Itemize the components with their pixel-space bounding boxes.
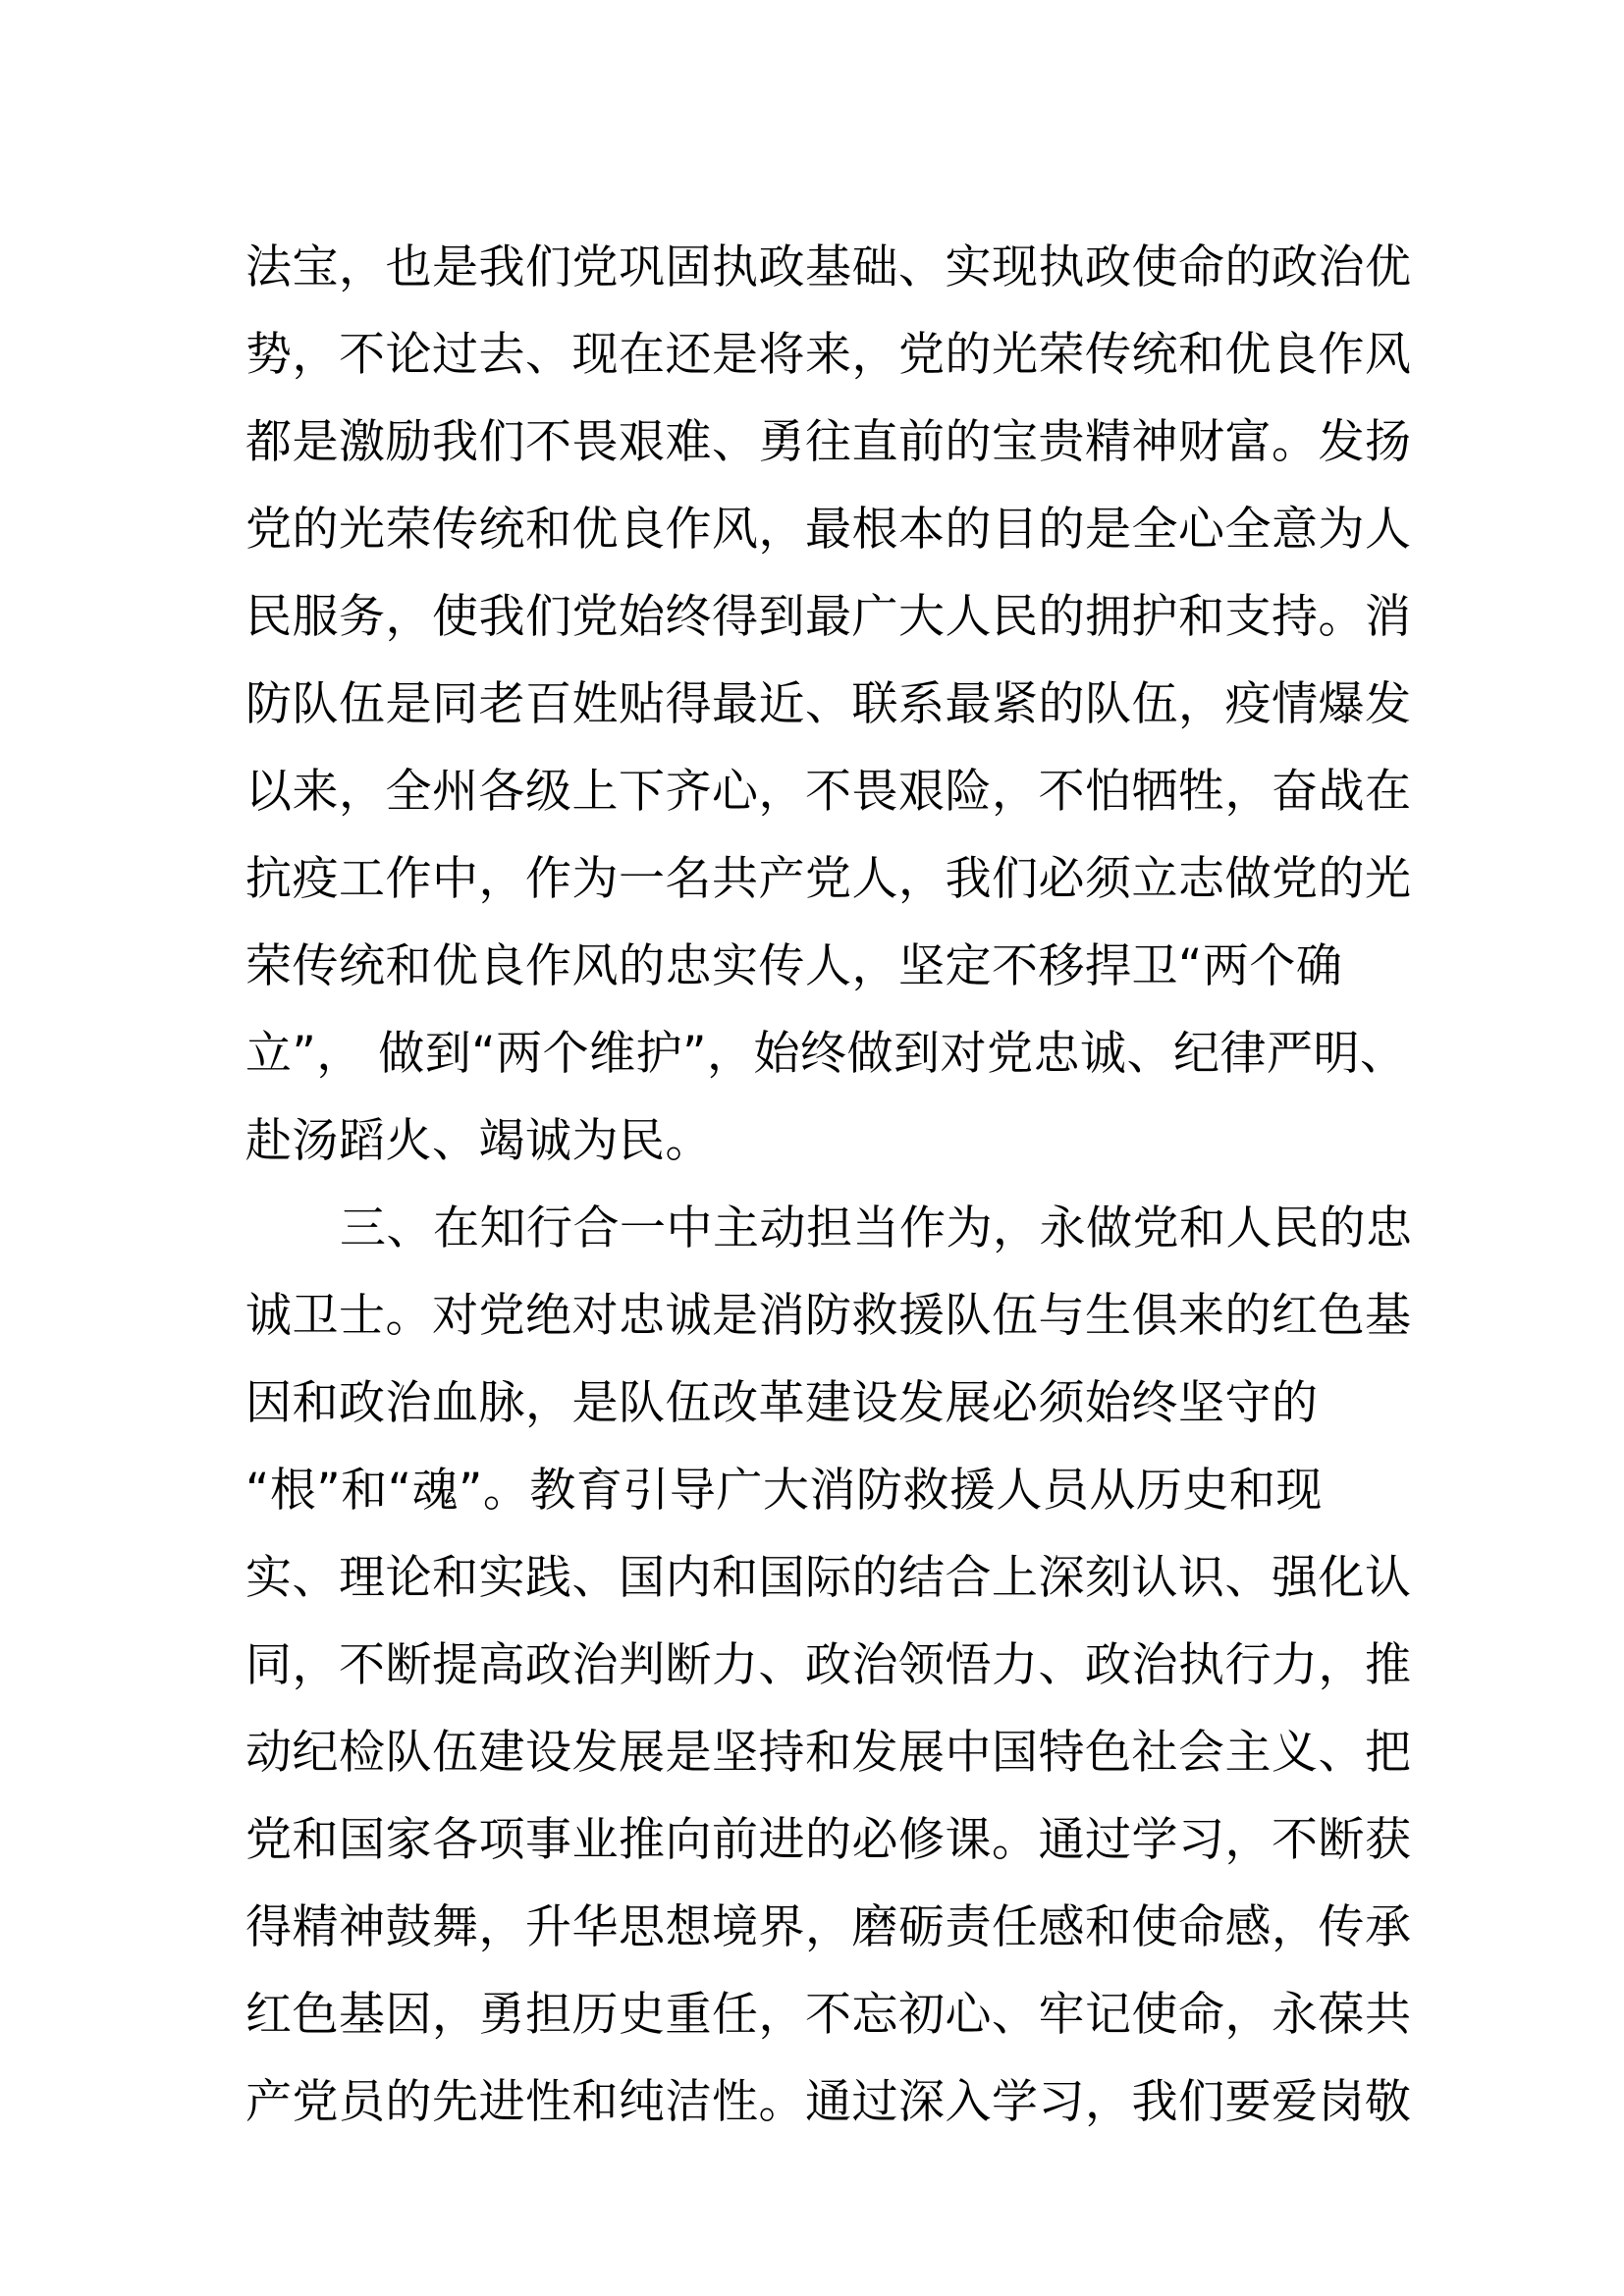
text-line: 实、理论和实践、国内和国际的结合上深刻认识、强化认 xyxy=(245,1551,1412,1605)
text-line: 都是激励我们不畏艰难、勇往直前的宝贵精神财富。发扬 xyxy=(245,415,1412,469)
text-line: 党和国家各项事业推向前进的必修课。通过学习，不断获 xyxy=(245,1813,1412,1867)
text-line: 势，不论过去、现在还是将来，党的光荣传统和优良作风 xyxy=(245,328,1412,382)
text-line: 动纪检队伍建设发展是坚持和发展中国特色社会主义、把 xyxy=(245,1726,1412,1780)
text-line: 因和政治血脉，是队伍改革建设发展必须始终坚守的 xyxy=(245,1376,1319,1430)
text-line: 防队伍是同老百姓贴得最近、联系最紧的队伍，疫情爆发 xyxy=(245,677,1412,731)
text-line: 诚卫士。对党绝对忠诚是消防救援队伍与生俱来的红色基 xyxy=(245,1289,1412,1343)
text-line: 红色基因，勇担历史重任，不忘初心、牢记使命，永葆共 xyxy=(245,1988,1412,2042)
text-line: 同，不断提高政治判断力、政治领悟力、政治执行力，推 xyxy=(245,1638,1412,1692)
text-line: 产党员的先进性和纯洁性。通过深入学习，我们要爱岗敬 xyxy=(245,2075,1412,2129)
body-text xyxy=(245,224,1424,2146)
text-line: 党的光荣传统和优良作风，最根本的目的是全心全意为人 xyxy=(245,503,1412,557)
text-line: “根”和“魂”。教育引导广大消防救援人员从历史和现 xyxy=(245,1464,1323,1518)
section-heading-line: 三、在知行合一中主动担当作为，永做党和人民的忠 xyxy=(340,1201,1413,1255)
text-line: 抗疫工作中，作为一名共产党人，我们必须立志做党的光 xyxy=(245,852,1412,906)
text-line: 民服务，使我们党始终得到最广大人民的拥护和支持。消 xyxy=(245,590,1412,644)
text-line: 以来，全州各级上下齐心，不畏艰险，不怕牺牲，奋战在 xyxy=(245,765,1412,819)
text-line: 法宝，也是我们党巩固执政基础、实现执政使命的政治优 xyxy=(245,240,1412,294)
text-line: 得精神鼓舞，升华思想境界，磨砺责任感和使命感，传承 xyxy=(245,1900,1412,1954)
text-line: 赴汤蹈火、竭诚为民。 xyxy=(245,1114,712,1168)
text-line: 荣传统和优良作风的忠实传人，坚定不移捍卫“两个确 xyxy=(245,939,1343,993)
text-line: 立”， 做到“两个维护”，始终做到对党忠诚、纪律严明、 xyxy=(245,1027,1407,1081)
